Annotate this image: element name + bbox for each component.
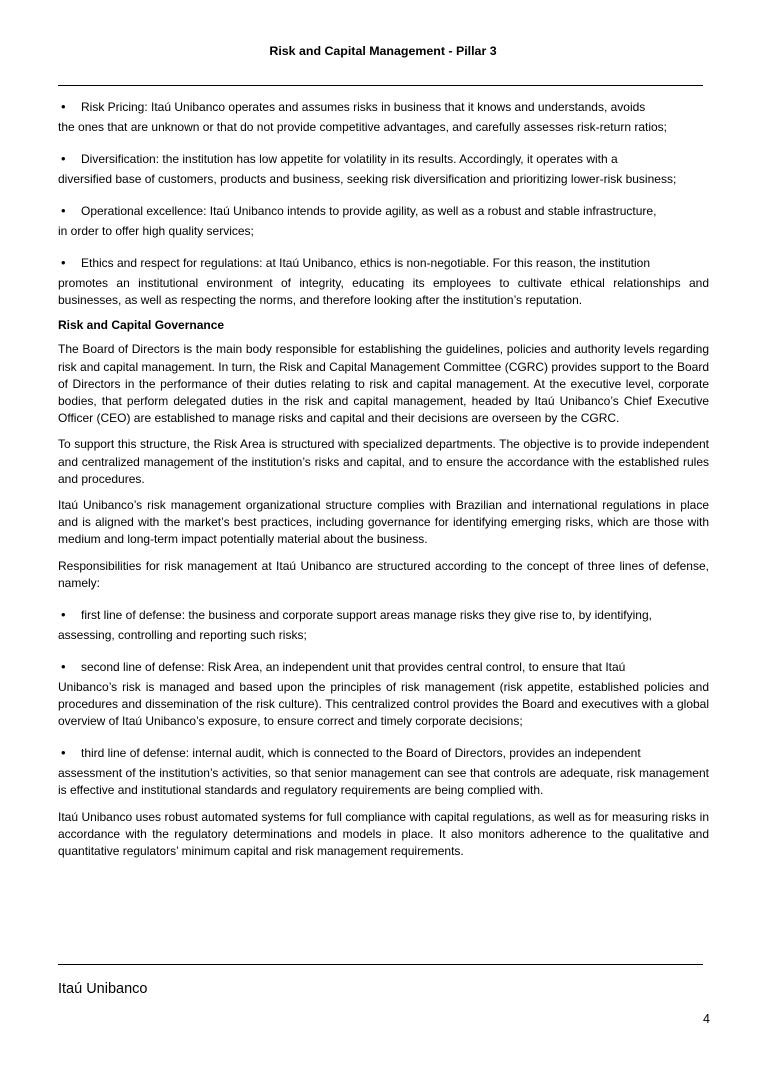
- paragraph-three-lines: Responsibilities for risk management at Itaú Unibanco are structured according to the concept of three lines of defense, namely:: [58, 558, 709, 590]
- bullet-dot-icon: •: [61, 659, 66, 675]
- bullet-operational-excellence: [58, 202, 709, 240]
- bullet-first-line: first line of defense: the business and corporate support areas manage risks they give rise to, by identifying,: [81, 608, 652, 623]
- header-divider: [58, 85, 703, 86]
- bullet-first-line: Risk Pricing: Itaú Unibanco operates and assumes risks in business that it knows and understands, avoids: [81, 100, 646, 114]
- bullet-risk-pricing: [58, 98, 709, 136]
- bullet-first-line: third line of defense: internal audit, which is connected to the Board of Directors, provides an independent: [81, 746, 641, 761]
- bullet-dot-icon: •: [61, 99, 66, 114]
- bullet-dot-icon: •: [61, 745, 66, 761]
- bullet-second-line-of-defense: [58, 658, 709, 730]
- page-body: [58, 98, 709, 869]
- bullet-continuation: assessing, controlling and reporting such risks;: [58, 627, 307, 642]
- bullet-first-line: second line of defense: Risk Area, an independent unit that provides central control, to ensure that Itaú: [81, 660, 626, 675]
- page-number: 4: [703, 1012, 710, 1026]
- bullet-first-line-of-defense: [58, 606, 709, 644]
- bullet-dot-icon: •: [61, 607, 66, 623]
- bullet-first-line: Operational excellence: Itaú Unibanco intends to provide agility, as well as a robust and stable infrastructure,: [81, 204, 657, 218]
- paragraph-automated-systems: Itaú Unibanco uses robust automated systems for full compliance with capital regulations, as well as for measuring risks in accordance with the regulatory determinations and models in place. It also monitors adherence to the qualitative and quantitative regulators’ minimum capital and risk management requirements.: [58, 809, 709, 859]
- bullet-continuation: in order to offer high quality services;: [58, 223, 254, 238]
- paragraph-risk-area: To support this structure, the Risk Area is structured with specialized departments. The objective is to provide independent and centralized management of the institution’s risks and capital, and to ensure the accordance with the established rules and procedures.: [58, 437, 709, 486]
- footer-divider: [58, 964, 703, 965]
- page-header-title: Risk and Capital Management - Pillar 3: [269, 44, 497, 58]
- bullet-diversification: [58, 150, 709, 188]
- bullet-continuation: diversified base of customers, products and business, seeking risk diversification and prioritizing lower-risk business;: [58, 171, 677, 186]
- paragraph-org-structure: Itaú Unibanco’s risk management organizational structure complies with Brazilian and international regulations in place and is aligned with the market’s best practices, including governance for identifying emerging risks, which are those with medium and long-term impact potentially material about the business.: [58, 498, 709, 547]
- bullet-dot-icon: •: [61, 255, 66, 270]
- bullet-ethics: [58, 254, 709, 309]
- bullet-continuation: the ones that are unknown or that do not provide competitive advantages, and carefully assesses risk-return ratios;: [58, 119, 667, 134]
- bullet-continuation: Unibanco’s risk is managed and based upon the principles of risk management (risk appetite, established policies and procedures and dissemination of the risk culture). This centralized control provides the Board and executives with a global overview of Itaú Unibanco’s exposure, to ensure correct and timely corporate decisions;: [58, 679, 709, 729]
- bullet-dot-icon: •: [61, 203, 66, 218]
- footer-company-name: Itaú Unibanco: [58, 981, 148, 997]
- bullet-first-line: Diversification: the institution has low appetite for volatility in its results. Accordingly, it operates with a: [81, 152, 618, 166]
- paragraph-board: The Board of Directors is the main body responsible for establishing the guidelines, policies and authority levels regarding risk and capital management. In turn, the Risk and Capital Management Committee (CGRC) provides support to the Board of Directors in the performance of their duties relating to risk and capital management. At the executive level, corporate bodies, that perform delegated duties in the risk and capital management, headed by Itaú Unibanco’s Chief Executive Officer (CEO) are established to manage risks and capital and their decisions are overseen by the CGRC.: [58, 342, 709, 426]
- bullet-continuation: promotes an institutional environment of integrity, educating its employees to cultivate ethical relationships and businesses, as well as respecting the norms, and therefore looking after the institution’s reputation.: [58, 275, 709, 307]
- bullet-first-line: Ethics and respect for regulations: at Itaú Unibanco, ethics is non-negotiable. For this reason, the institution: [81, 256, 650, 270]
- bullet-dot-icon: •: [61, 151, 66, 166]
- section-heading-governance: Risk and Capital Governance: [58, 318, 225, 333]
- bullet-third-line-of-defense: [58, 744, 709, 799]
- bullet-continuation: assessment of the institution’s activities, so that senior management can see that controls are adequate, risk management is effective and institutional standards and regulatory requirements are being complied with.: [58, 766, 709, 798]
